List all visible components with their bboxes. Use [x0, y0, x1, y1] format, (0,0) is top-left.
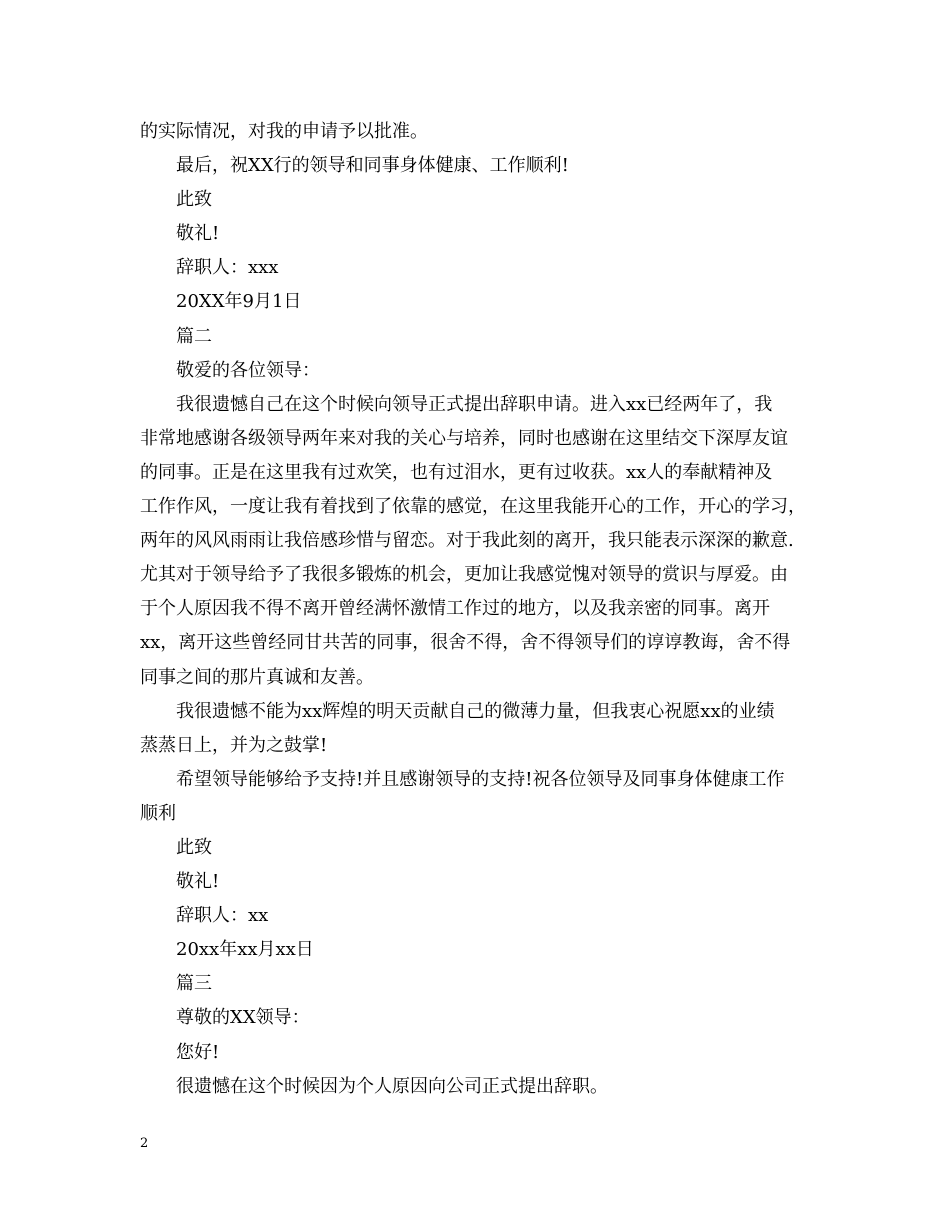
text-line: 非常地感谢各级领导两年来对我的关心与培养，同时也感谢在这里结交下深厚友谊: [140, 427, 788, 449]
text-line: 20xx年xx月xx日: [176, 939, 314, 961]
text-line: 的同事。正是在这里我有过欢笑，也有过泪水，更有过收获。xx人的奉献精神及: [140, 461, 773, 483]
text-line: 最后，祝XX行的领导和同事身体健康、工作顺利!: [176, 155, 569, 177]
text-line: 的实际情况，对我的申请予以批准。: [140, 121, 428, 142]
text-line: 尊敬的XX领导：: [176, 1007, 310, 1029]
text-line: 尤其对于领导给予了我很多锻炼的机会，更加让我感觉愧对领导的赏识与厚爱。由: [140, 564, 788, 586]
text-line: 此致: [176, 189, 212, 211]
text-line: 20XX年9月1日: [176, 291, 302, 313]
text-line: 篇三: [176, 973, 212, 995]
text-line: 敬礼!: [176, 223, 220, 245]
text-line: 希望领导能够给予支持!并且感谢领导的支持!祝各位领导及同事身体健康工作: [176, 768, 785, 790]
text-line: 两年的风风雨雨让我倍感珍惜与留恋。对于我此刻的离开，我只能表示深深的歉意.: [140, 530, 794, 552]
page-number: 2: [140, 1136, 149, 1151]
text-line: xx，离开这些曾经同甘共苦的同事，很舍不得，舍不得领导们的谆谆教诲，舍不得: [140, 632, 791, 654]
text-line: 敬爱的各位领导：: [176, 359, 320, 381]
document-body: [140, 115, 820, 1104]
text-line: 我很遗憾自己在这个时候向领导正式提出辞职申请。进入xx已经两年了，我: [176, 393, 773, 415]
text-line: 同事之间的那片真诚和友善。: [140, 666, 374, 688]
text-line: 辞职人：xx: [176, 905, 269, 927]
text-line: 您好!: [176, 1041, 220, 1063]
text-line: 敬礼!: [176, 871, 220, 893]
text-line: 顺利: [140, 802, 176, 824]
text-line: 于个人原因我不得不离开曾经满怀激情工作过的地方，以及我亲密的同事。离开: [140, 598, 770, 620]
text-line: 篇二: [176, 325, 212, 347]
text-line: 辞职人：xxx: [176, 257, 279, 279]
text-line: 我很遗憾不能为xx辉煌的明天贡献自己的微薄力量，但我衷心祝愿xx的业绩: [176, 700, 775, 722]
text-line: 此致: [176, 836, 212, 858]
text-line: 工作作风，一度让我有着找到了依靠的感觉，在这里我能开心的工作，开心的学习，: [140, 496, 806, 518]
text-line: 很遗憾在这个时候因为个人原因向公司正式提出辞职。: [176, 1075, 608, 1097]
text-line: 蒸蒸日上，并为之鼓掌!: [140, 734, 328, 756]
